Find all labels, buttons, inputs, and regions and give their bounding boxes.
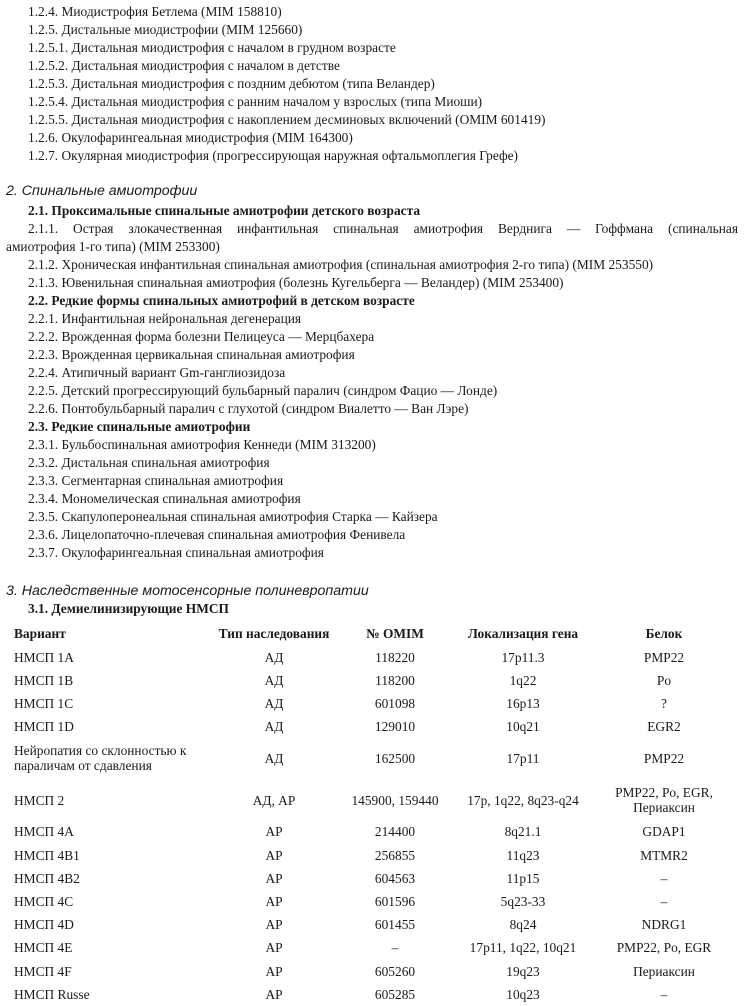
table-cell-variant: НМСП 4В2 [14, 871, 80, 886]
subsection-heading: 3.1. Демиелинизирующие НМСП [28, 601, 229, 616]
table-cell-protein: PMP22, Po, EGR, Периаксин [615, 785, 713, 815]
list-item: 2.3.7. Окулофарингеальная спинальная амиотрофия [28, 545, 324, 560]
list-item: 2.2.1. Инфантильная нейрональная дегенерация [28, 311, 302, 326]
list-item: 2.1.1. Острая злокачественная инфантильная спинальная амиотрофия Верднига — Гоффмана (спинальная [28, 221, 738, 236]
table-cell-variant: НМСП 4Е [14, 940, 73, 955]
list-item: 1.2.7. Окулярная миодистрофия (прогрессирующая наружная офтальмоплегия Грефе) [28, 148, 519, 163]
subsection-heading: 2.3. Редкие спинальные амиотрофии [28, 419, 251, 434]
table-cell-omim: 256855 [374, 848, 416, 863]
table-cell-locus: 19q23 [506, 964, 540, 979]
list-item: 2.2.4. Атипичный вариант Gm-ганглиозидоза [28, 365, 286, 380]
table-cell-omim: 601455 [374, 917, 416, 932]
table-cell-variant: НМСП 1В [14, 673, 74, 688]
list-item: 2.2.3. Врожденная цервикальная спинальная амиотрофия [28, 347, 355, 362]
table-cell-inheritance: АД [264, 673, 284, 688]
table-cell-protein: – [660, 894, 668, 909]
table-cell-protein: – [660, 871, 668, 886]
table-cell-omim: 604563 [374, 871, 416, 886]
table-cell-inheritance: АД [264, 650, 284, 665]
table-cell-omim: 605285 [374, 987, 416, 1002]
table-cell-omim: 605260 [374, 964, 416, 979]
table-cell-locus: 17p11, 1q22, 10q21 [469, 940, 577, 955]
list-item: 2.2.6. Понтобульбарный паралич с глухотой (синдром Виалетто — Ван Лэре) [28, 401, 469, 416]
list-item: 2.3.2. Дистальная спинальная амиотрофия [28, 455, 270, 470]
table-cell-omim: 129010 [374, 719, 416, 734]
table-cell-inheritance: АР [265, 964, 283, 979]
table-cell-protein: ? [661, 696, 667, 711]
table-cell-inheritance: АД [264, 751, 284, 766]
table-header-omim: № OMIM [366, 626, 424, 641]
table-cell-omim: 145900, 159440 [351, 793, 439, 808]
table-cell-locus: 10q21 [506, 719, 540, 734]
table-cell-locus: 17p, 1q22, 8q23-q24 [467, 793, 579, 808]
table-header-locus: Локализация гена [467, 626, 579, 641]
subsection-heading: 2.1. Проксимальные спинальные амиотрофии детского возраста [28, 203, 421, 218]
table-cell-variant: НМСП 4С [14, 894, 74, 909]
list-item: 1.2.4. Миодистрофия Бетлема (MIM 158810) [28, 4, 282, 19]
table-cell-omim: 601596 [374, 894, 416, 909]
table-cell-variant: НМСП 1D [14, 719, 74, 734]
table-header-variant: Вариант [14, 626, 66, 641]
table-cell-variant: НМСП 4F [14, 964, 72, 979]
list-item: 1.2.5. Дистальные миодистрофии (MIM 125660) [28, 22, 303, 37]
table-cell-omim: 601098 [374, 696, 416, 711]
table-header-protein: Белок [645, 626, 683, 641]
table-cell-protein: NDRG1 [641, 917, 687, 932]
list-item: 1.2.5.1. Дистальная миодистрофия с началом в грудном возрасте [28, 40, 396, 55]
list-item: 2.3.3. Сегментарная спинальная амиотрофия [28, 473, 284, 488]
table-cell-locus: 17p11.3 [501, 650, 545, 665]
list-item: 2.3.5. Скапулоперонеальная спинальная амиотрофия Старка — Кайзера [28, 509, 438, 524]
table-cell-variant: НМСП 4В1 [14, 848, 80, 863]
table-cell-protein: Po [656, 673, 672, 688]
table-cell-variant: НМСП 4А [14, 824, 74, 839]
table-cell-inheritance: АР [265, 871, 283, 886]
list-item: 1.2.5.5. Дистальная миодистрофия с накоплением десминовых включений (OMIM 601419) [28, 112, 546, 127]
table-cell-locus: 5q23-33 [500, 894, 546, 909]
table-cell-variant: НМСП 1С [14, 696, 74, 711]
table-cell-protein: – [660, 987, 668, 1002]
list-item: 2.1.2. Хроническая инфантильная спинальная амиотрофия (спинальная амиотрофия 2-го типа) (MIM 253550) [28, 257, 654, 272]
table-cell-omim: – [391, 940, 399, 955]
list-item: 1.2.6. Окулофарингеальная миодистрофия (MIM 164300) [28, 130, 353, 145]
table-cell-omim: 118200 [375, 673, 415, 688]
table-cell-protein: Периаксин [633, 964, 695, 979]
table-cell-variant: Нейропатия со склонностью к параличам от сдавления [14, 743, 187, 773]
table-cell-inheritance: АД, АР [252, 793, 296, 808]
table-cell-inheritance: АР [265, 894, 283, 909]
list-item: 2.2.2. Врожденная форма болезни Пелицеуса — Мерцбахера [28, 329, 375, 344]
list-item: 2.3.1. Бульбоспинальная амиотрофия Кеннеди (MIM 313200) [28, 437, 376, 452]
table-cell-protein: EGR2 [647, 719, 681, 734]
table-cell-protein: PMP22, Po, EGR [616, 940, 712, 955]
list-item-continuation: амиотрофия 1-го типа) (MIM 253300) [6, 239, 220, 254]
subsection-heading: 2.2. Редкие формы спинальных амиотрофий в детском возрасте [28, 293, 415, 308]
table-cell-protein: GDAP1 [642, 824, 686, 839]
table-cell-variant: НМСП 1А [14, 650, 74, 665]
list-item: 2.3.4. Мономелическая спинальная амиотрофия [28, 491, 301, 506]
table-cell-locus: 11q23 [506, 848, 540, 863]
table-cell-inheritance: АР [265, 824, 283, 839]
table-cell-inheritance: АД [264, 696, 284, 711]
table-cell-locus: 1q22 [509, 673, 537, 688]
table-cell-variant: НМСП 4D [14, 917, 74, 932]
table-cell-inheritance: АР [265, 987, 283, 1002]
list-item: 2.1.3. Ювенильная спинальная амиотрофия (болезнь Кугельберга — Веландер) (MIM 253400) [28, 275, 564, 290]
list-item: 1.2.5.3. Дистальная миодистрофия с поздним дебютом (типа Веландер) [28, 76, 435, 91]
table-cell-omim: 118220 [375, 650, 415, 665]
table-cell-inheritance: АР [265, 940, 283, 955]
table-cell-locus: 10q23 [506, 987, 540, 1002]
list-item: 2.2.5. Детский прогрессирующий бульбарный паралич (синдром Фацио — Лонде) [28, 383, 498, 398]
table-cell-inheritance: АР [265, 917, 283, 932]
list-item: 1.2.5.2. Дистальная миодистрофия с началом в детстве [28, 58, 340, 73]
table-cell-locus: 11p15 [506, 871, 540, 886]
list-item: 1.2.5.4. Дистальная миодистрофия с ранним началом у взрослых (типа Миоши) [28, 94, 483, 109]
table-cell-locus: 17p11 [506, 751, 540, 766]
table-cell-omim: 214400 [374, 824, 416, 839]
list-item: 2.3.6. Лицелопаточно-плечевая спинальная амиотрофия Фенивела [28, 527, 406, 542]
table-cell-locus: 16p13 [506, 696, 540, 711]
table-cell-variant: НМСП Russe [14, 987, 90, 1002]
section-heading: 2. Спинальные амиотрофии [6, 183, 198, 199]
table-cell-protein: PMP22 [643, 751, 685, 766]
table-cell-locus: 8q24 [509, 917, 537, 932]
table-cell-protein: MTMR2 [640, 848, 688, 863]
table-cell-variant: НМСП 2 [14, 793, 65, 808]
table-cell-locus: 8q21.1 [504, 824, 542, 839]
table-header-inheritance: Тип наследования [218, 626, 330, 641]
table-cell-omim: 162500 [374, 751, 416, 766]
table-cell-protein: PMP22 [643, 650, 685, 665]
table-cell-inheritance: АД [264, 719, 284, 734]
table-cell-inheritance: АР [265, 848, 283, 863]
section-heading: 3. Наследственные мотосенсорные полиневропатии [6, 583, 369, 599]
